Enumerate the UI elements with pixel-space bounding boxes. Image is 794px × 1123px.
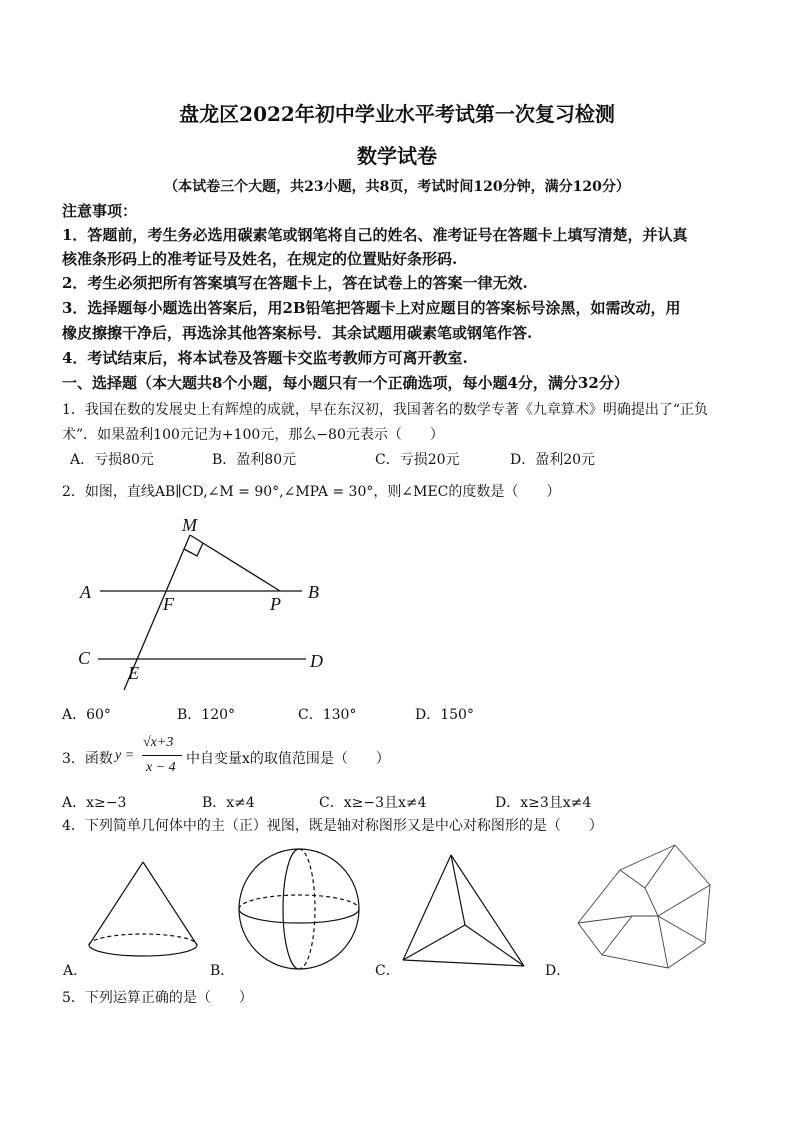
section-heading: 一、选择题（本大题共8个小题，每小题只有一个正确选项，每小题4分，满分32分） — [62, 374, 629, 392]
q3-suffix: 中自变量x的取值范围是（ ） — [186, 751, 390, 767]
cone-icon — [89, 862, 197, 956]
q3-y: y = — [115, 748, 135, 763]
note-line-3: 2．考生必须把所有答案填写在答题卡上，答在试卷上的答案一律无效. — [62, 274, 528, 292]
q3-option-d: D．x≥3且x≠4 — [495, 795, 592, 811]
label-d: D — [310, 651, 323, 671]
line-me — [124, 535, 190, 690]
q2-stem: 2．如图，直线AB∥CD,∠M = 90°,∠MPA = 30°，则∠MEC的度数是（ ） — [62, 484, 561, 500]
q1-line-2: 术”．如果盈利100元记为+100元，那么−80元表示（ ） — [62, 427, 444, 443]
label-b: B — [308, 582, 319, 602]
exam-title: 盘龙区2022年初中学业水平考试第一次复习检测 — [179, 102, 615, 126]
note-line-5: 橡皮擦擦干净后，再选涂其他答案标号．其余试题用碳素笔或钢笔作答. — [62, 324, 533, 342]
q1-option-c: C．亏损20元 — [375, 452, 460, 468]
polyhedron-icon — [578, 845, 710, 968]
q1-option-b: B．盈利80元 — [212, 452, 297, 468]
notes-heading: 注意事项： — [62, 202, 138, 220]
label-a: A — [80, 582, 91, 602]
note-line-6: 4．考试结束后，将本试卷及答题卡交监考教师方可离开教室. — [62, 349, 468, 367]
q4-option-c: C． — [375, 963, 400, 979]
note-line-1: 1．答题前，考生务必选用碳素笔或钢笔将自己的姓名、准考证号在答题卡上填写清楚，并认真 — [62, 226, 688, 244]
q1-line-1: 1．我国在数的发展史上有辉煌的成就，早在东汉初，我国著名的数学专著《九章算术》明确提出了“正负 — [62, 402, 709, 418]
q3-option-c: C．x≥−3且x≠4 — [319, 795, 427, 811]
label-e: E — [128, 663, 139, 683]
q4-option-a: A． — [63, 963, 88, 979]
q2-option-a: A．60° — [62, 707, 111, 723]
note-line-4: 3．选择题每小题选出答案后，用2B铅笔把答题卡上对应题目的答案标号涂黑，如需改动，用 — [62, 299, 681, 317]
q4-option-d: D． — [545, 963, 571, 979]
q3-option-a: A．x≥−3 — [62, 795, 127, 811]
q3-denominator: x − 4 — [146, 760, 176, 775]
q2-option-c: C．130° — [298, 707, 357, 723]
label-f: F — [163, 594, 174, 614]
q1-option-d: D．盈利20元 — [510, 452, 596, 468]
tetrahedron-icon — [403, 855, 524, 966]
label-c: C — [78, 648, 91, 668]
q1-option-a: A．亏损80元 — [70, 452, 154, 468]
q3-fraction-bar — [142, 755, 182, 756]
note-line-2: 核准条形码上的准考证号及姓名，在规定的位置贴好条形码. — [62, 250, 458, 268]
q2-option-d: D．150° — [415, 707, 474, 723]
exam-subtitle: 数学试卷 — [357, 144, 437, 168]
q3-option-b: B．x≠4 — [202, 795, 255, 811]
label-p: P — [270, 594, 281, 614]
right-angle-mark — [184, 543, 203, 556]
q3-prefix: 3．函数 — [62, 751, 113, 767]
q2-option-b: B．120° — [177, 707, 236, 723]
line-mp — [190, 535, 280, 591]
q3-numerator: √x+3 — [143, 735, 174, 750]
label-m: M — [182, 515, 197, 535]
q4-option-b: B． — [210, 963, 235, 979]
sphere-icon — [239, 849, 359, 969]
q5-stem: 5．下列运算正确的是（ ） — [62, 990, 253, 1006]
q4-stem: 4．下列简单几何体中的主（正）视图，既是轴对称图形又是中心对称图形的是（ ） — [62, 818, 603, 834]
exam-info: （本试卷三个大题，共23小题，共8页，考试时间120分钟，满分120分） — [164, 179, 630, 195]
